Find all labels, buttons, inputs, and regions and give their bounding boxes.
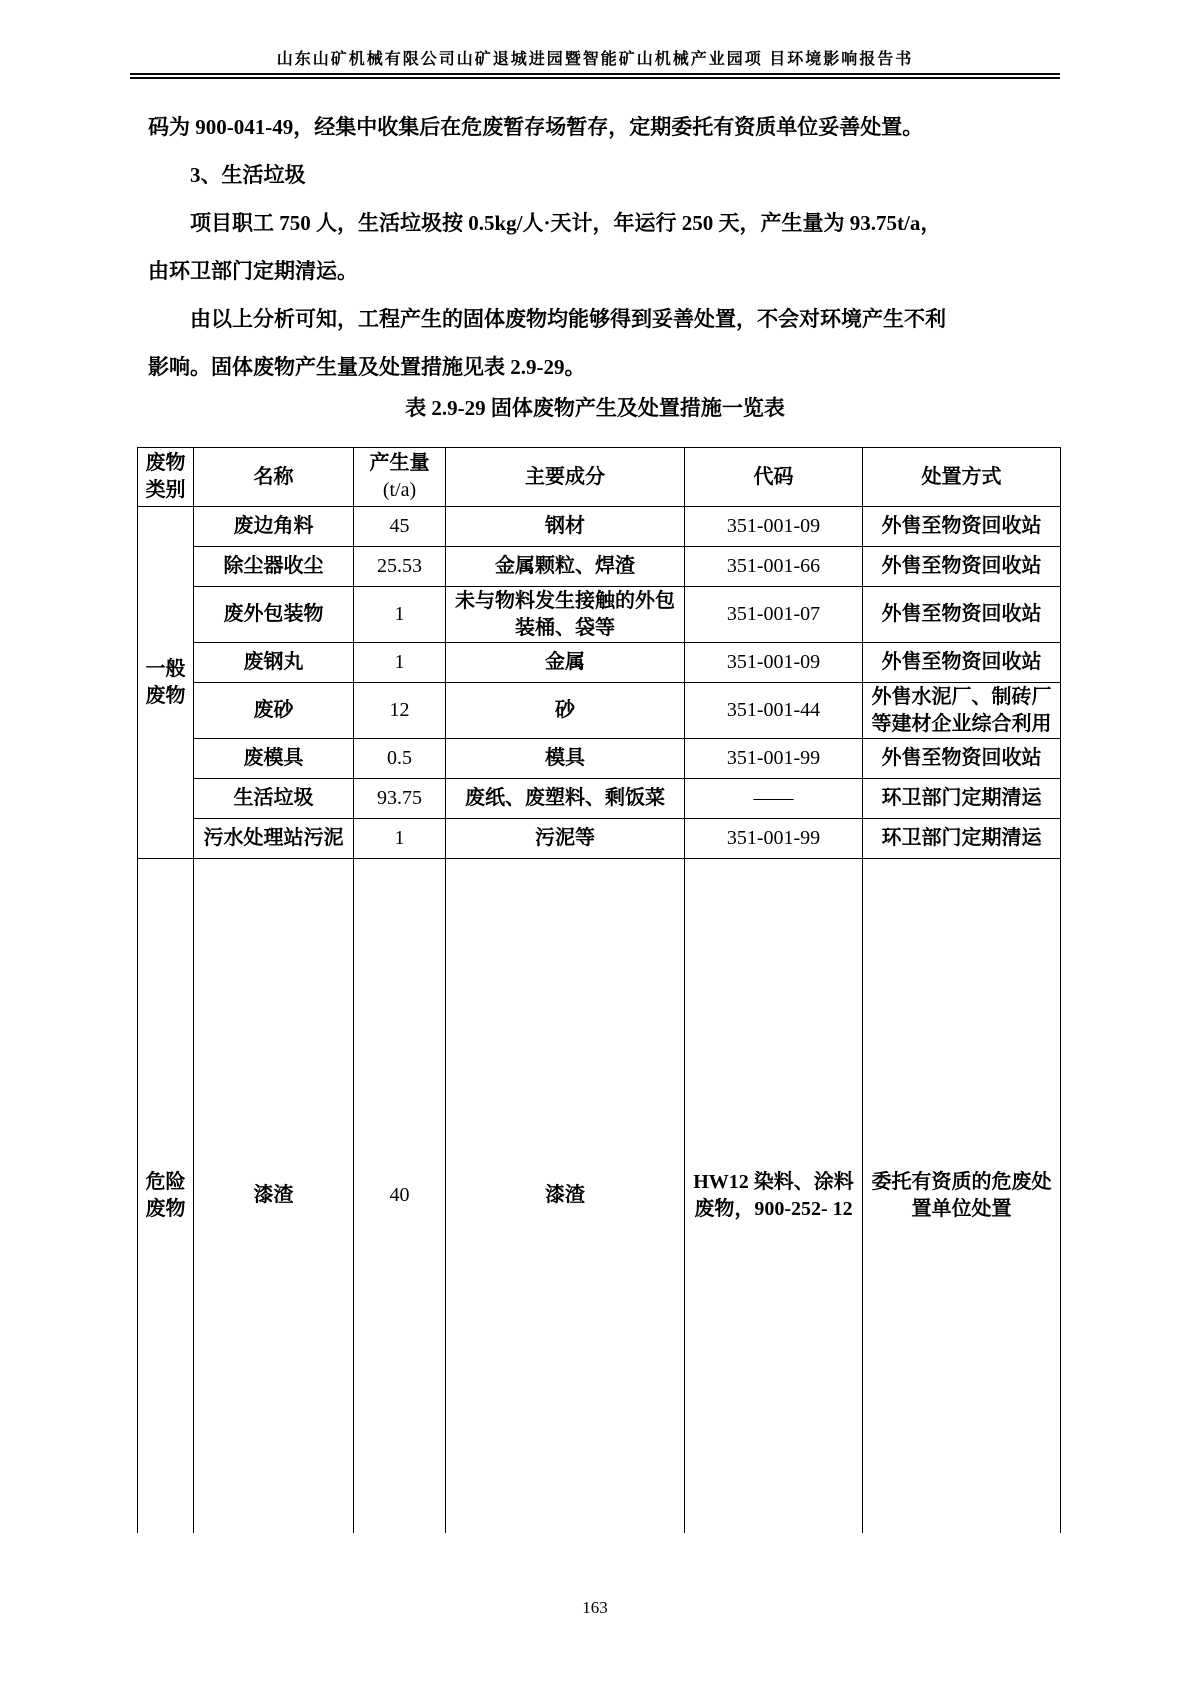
running-header-title: 山东山矿机械有限公司山矿退城进园暨智能矿山机械产业园项 目环境影响报告书: [276, 51, 914, 68]
cell-code: 351-001-99: [685, 819, 863, 859]
cell-quantity: 0.5: [354, 739, 446, 779]
section-heading: 3、生活垃圾: [190, 163, 306, 187]
cell-composition: 污泥等: [446, 819, 685, 859]
table-row: [138, 643, 1061, 683]
cell-composition: 漆渣: [446, 859, 685, 1533]
cell-composition: 金属: [446, 643, 685, 683]
cell-code: 351-001-09: [685, 643, 863, 683]
col-header-quantity-unit: (t/a): [382, 479, 417, 501]
table-row: [138, 507, 1061, 547]
header-double-rule: [130, 73, 1060, 79]
cell-name: 废钢丸: [194, 643, 354, 683]
cell-code: 351-001-66: [685, 547, 863, 587]
col-header-quantity-label: 产生量: [369, 452, 430, 474]
body-text-block: [148, 103, 1050, 391]
cell-quantity: 40: [354, 859, 446, 1533]
cell-disposal: 外售至物资回收站: [863, 547, 1061, 587]
cell-disposal: 外售至物资回收站: [863, 643, 1061, 683]
col-header-name: 名称: [194, 448, 354, 507]
waste-table-wrapper: [137, 447, 1061, 1533]
waste-table: [137, 447, 1061, 1533]
cell-category-general: 一般废物: [138, 507, 194, 859]
cell-disposal: 外售水泥厂、制砖厂等建材企业综合利用: [863, 683, 1061, 739]
table-row: [138, 819, 1061, 859]
cell-composition: 砂: [446, 683, 685, 739]
cell-disposal: 环卫部门定期清运: [863, 819, 1061, 859]
cell-disposal: 环卫部门定期清运: [863, 779, 1061, 819]
table-row-hazardous: [138, 859, 1061, 1533]
cell-code: HW12 染料、涂料废物，900-252- 12: [685, 859, 863, 1533]
cell-code: 351-001-44: [685, 683, 863, 739]
cell-name: 除尘器收尘: [194, 547, 354, 587]
cell-composition: 未与物料发生接触的外包装桶、袋等: [446, 587, 685, 643]
table-row: [138, 683, 1061, 739]
cell-composition: 金属颗粒、焊渣: [446, 547, 685, 587]
col-header-disposal: 处置方式: [863, 448, 1061, 507]
cell-name: 废模具: [194, 739, 354, 779]
table-row: [138, 779, 1061, 819]
page-number: 163: [582, 1598, 608, 1617]
paragraph-line: 码为 900-041-49，经集中收集后在危废暂存场暂存，定期委托有资质单位妥善处置。: [148, 115, 924, 139]
cell-disposal: 外售至物资回收站: [863, 739, 1061, 779]
cell-name: 废外包装物: [194, 587, 354, 643]
cell-quantity: 25.53: [354, 547, 446, 587]
cell-quantity: 12: [354, 683, 446, 739]
cell-quantity: 1: [354, 587, 446, 643]
cell-code: 351-001-99: [685, 739, 863, 779]
cell-name: 废边角料: [194, 507, 354, 547]
col-header-quantity: [354, 448, 446, 507]
cell-name: 污水处理站污泥: [194, 819, 354, 859]
cell-quantity: 1: [354, 819, 446, 859]
cell-code: 351-001-09: [685, 507, 863, 547]
table-header-row: [138, 448, 1061, 507]
cell-category-hazardous: 危险废物: [138, 859, 194, 1533]
cell-name: 废砂: [194, 683, 354, 739]
cell-quantity: 93.75: [354, 779, 446, 819]
col-header-code: 代码: [685, 448, 863, 507]
cell-quantity: 45: [354, 507, 446, 547]
table-row: [138, 587, 1061, 643]
paragraph-line: 由以上分析可知，工程产生的固体废物均能够得到妥善处置，不会对环境产生不利: [190, 307, 946, 331]
table-row: [138, 739, 1061, 779]
col-header-composition: 主要成分: [446, 448, 685, 507]
cell-name: 漆渣: [194, 859, 354, 1533]
col-header-category: 废物类别: [138, 448, 194, 507]
cell-disposal: 外售至物资回收站: [863, 507, 1061, 547]
cell-composition: 模具: [446, 739, 685, 779]
cell-code: ——: [685, 779, 863, 819]
table-title: 表 2.9-29 固体废物产生及处置措施一览表: [405, 396, 785, 420]
cell-disposal: 委托有资质的危废处置单位处置: [863, 859, 1061, 1533]
cell-name: 生活垃圾: [194, 779, 354, 819]
cell-disposal: 外售至物资回收站: [863, 587, 1061, 643]
paragraph-line: 项目职工 750 人，生活垃圾按 0.5kg/人·天计，年运行 250 天，产生量为 93.75t/a，: [190, 211, 942, 235]
table-row: [138, 547, 1061, 587]
cell-composition: 废纸、废塑料、剩饭菜: [446, 779, 685, 819]
paragraph-line: 由环卫部门定期清运。: [148, 259, 358, 283]
cell-code: 351-001-07: [685, 587, 863, 643]
paragraph-line: 影响。固体废物产生量及处置措施见表 2.9-29。: [148, 355, 586, 379]
cell-composition: 钢材: [446, 507, 685, 547]
cell-quantity: 1: [354, 643, 446, 683]
